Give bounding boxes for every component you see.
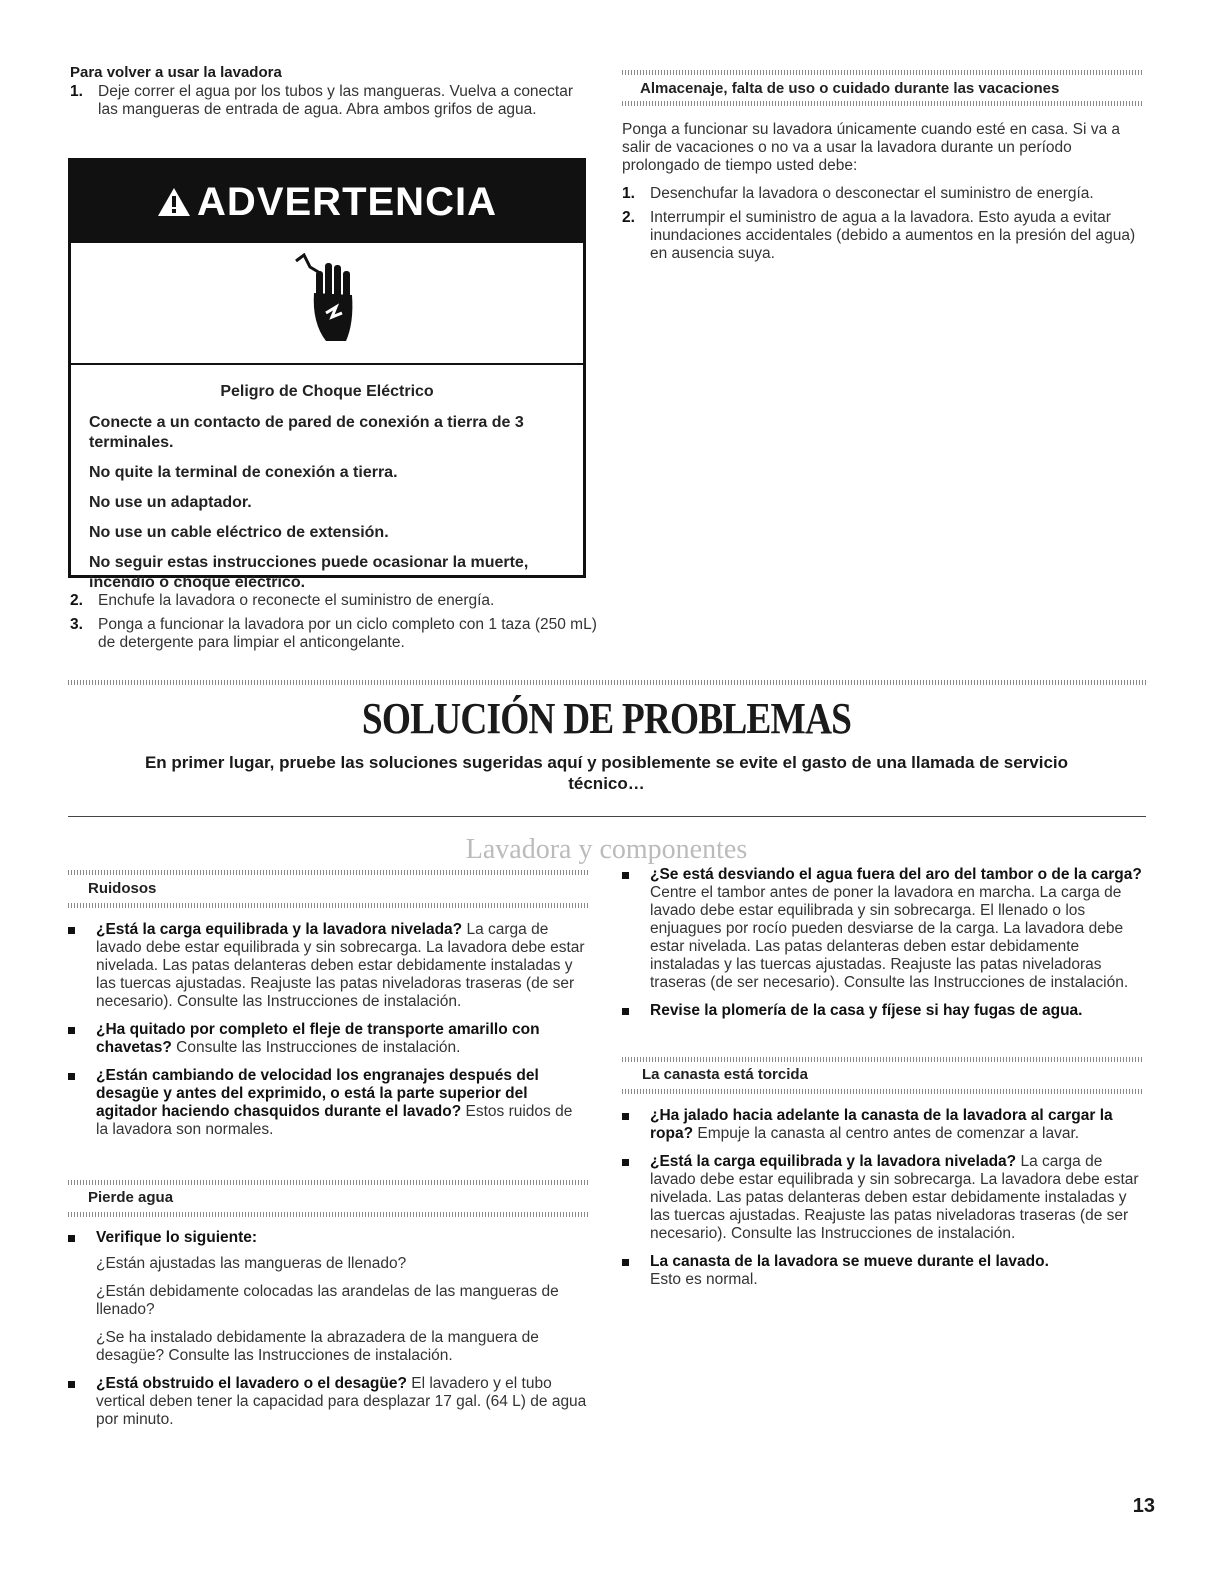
list-item: ¿Está obstruido el lavadero o el desagüe? El lavadero y el tubo vertical deben tener la capacidad para desplazar 17 gal. (64 L) de agua por minuto.	[68, 1375, 588, 1429]
divider	[68, 1180, 590, 1185]
bullet-icon	[622, 1159, 629, 1166]
noisy-section	[68, 921, 588, 1149]
divider	[68, 870, 590, 875]
check-item: ¿Están debidamente colocadas las arandelas de las mangueras de llenado?	[96, 1283, 559, 1318]
reuse-section	[70, 64, 580, 125]
leaking-section	[68, 1229, 588, 1439]
divider	[68, 680, 1146, 685]
storage-intro: Ponga a funcionar su lavadora únicamente cuando esté en casa. Si va a salir de vacaciones o no va a usar la lavadora durante un período prolongado de tiempo usted debe:	[622, 121, 1121, 174]
bullet-icon	[622, 1259, 629, 1266]
list-item: Verifique lo siguiente:	[68, 1229, 588, 1247]
list-item: La canasta de la lavadora se mueve durante el lavado. Esto es normal.	[622, 1253, 1144, 1289]
divider	[622, 1057, 1144, 1062]
bullet-icon	[622, 1008, 629, 1015]
list-item: ¿Ha quitado por completo el fleje de transporte amarillo con chavetas? Consulte las Instrucciones de instalación.	[68, 1021, 588, 1057]
list-item: ¿Está la carga equilibrada y la lavadora nivelada? La carga de lavado debe estar equilibrada y sin sobrecarga. La lavadora debe estar nivelada. Las patas delanteras deben estar debidamente instaladas y las tuercas ajustadas. Reajuste las patas niveladoras traseras (de ser necesario). Consulte las Instrucciones de instalación.	[622, 1153, 1144, 1243]
bullet-icon	[68, 1235, 75, 1242]
list-item: ¿Están cambiando de velocidad los engranajes después del desagüe y antes del exprimido, o está la parte superior del agitador haciendo chasquidos durante el lavado? Estos ruidos de la lavadora son normales.	[68, 1067, 588, 1139]
warning-banner-label: ADVERTENCIA	[197, 179, 497, 224]
tilted-heading: La canasta está torcida	[642, 1066, 808, 1083]
tilted-section	[622, 1107, 1144, 1299]
noisy-heading: Ruidosos	[88, 880, 157, 897]
warning-line: No seguir estas instrucciones puede ocasionar la muerte, incendio o choque eléctrico.	[89, 554, 529, 591]
divider	[622, 1089, 1144, 1094]
section-title: Lavadora y componentes	[465, 834, 748, 865]
warning-box	[68, 158, 586, 591]
bullet-icon	[68, 1027, 75, 1034]
divider	[68, 903, 590, 908]
intro-text: En primer lugar, pruebe las soluciones sugeridas aquí y posiblemente se evite el gasto de una llamada de servicio técnico…	[144, 753, 1069, 793]
warning-banner	[71, 161, 583, 243]
divider	[68, 816, 1146, 817]
list-item: 3. Ponga a funcionar la lavadora por un ciclo completo con 1 taza (250 mL) de detergente para limpiar el anticongelante.	[70, 616, 597, 651]
list-item: ¿Está la carga equilibrada y la lavadora nivelada? La carga de lavado debe estar equilibrada y sin sobrecarga. La lavadora debe estar nivelada. Las patas delanteras deben estar debidamente instaladas y las tuercas ajustadas. Reajuste las patas niveladoras traseras (de ser necesario). Consulte las Instrucciones de instalación.	[68, 921, 588, 1011]
check-item: ¿Se ha instalado debidamente la abrazadera de la manguera de desagüe? Consulte las Instrucciones de instalación.	[96, 1329, 539, 1364]
storage-section	[622, 121, 1147, 269]
check-item: ¿Están ajustadas las mangueras de llenado?	[96, 1255, 407, 1272]
page-title: SOLUCIÓN DE PROBLEMAS	[361, 694, 852, 743]
warning-title: Peligro de Choque Eléctrico	[220, 383, 434, 400]
electric-shock-hand-icon	[292, 253, 362, 353]
page-number: 13	[1132, 1495, 1155, 1517]
divider	[622, 101, 1144, 106]
list-item: ¿Se está desviando el agua fuera del aro del tambor o de la carga? Centre el tambor antes de poner la lavadora en marcha. La carga de lavado debe estar equilibrada y sin sobrecarga. El llenado o los enjuagues por rocío pueden desviarse de la carga. La lavadora debe estar nivelada. Las patas delanteras deben estar debidamente instaladas y las tuercas ajustadas. Reajuste las patas niveladoras traseras (de ser necesario). Consulte las Instrucciones de instalación.	[622, 866, 1144, 992]
leaking-heading: Pierde agua	[88, 1189, 174, 1206]
divider	[622, 70, 1144, 75]
list-item: 1. Desenchufar la lavadora o desconectar el suministro de energía.	[622, 185, 1094, 202]
reuse-heading: Para volver a usar la lavadora	[70, 64, 282, 81]
list-item: 2. Interrumpir el suministro de agua a la lavadora. Esto ayuda a evitar inundaciones accidentales (debido a aumentos en la presión del agua) en ausencia suya.	[622, 209, 1136, 262]
reuse-steps-1	[70, 83, 580, 119]
warning-line: No use un cable eléctrico de extensión.	[89, 524, 389, 541]
list-item: 2. Enchufe la lavadora o reconecte el suministro de energía.	[70, 592, 495, 609]
warning-line: Conecte a un contacto de pared de conexión a tierra de 3 terminales.	[89, 414, 524, 451]
warning-line: No quite la terminal de conexión a tierra.	[89, 464, 398, 481]
bullet-icon	[622, 872, 629, 879]
list-item: Revise la plomería de la casa y fíjese si hay fugas de agua.	[622, 1002, 1144, 1020]
warning-body	[71, 365, 583, 611]
warning-icon-area	[71, 243, 583, 365]
bullet-icon	[68, 1381, 75, 1388]
bullet-icon	[68, 927, 75, 934]
warning-triangle-icon	[157, 187, 191, 217]
warning-line: No use un adaptador.	[89, 494, 252, 511]
divider	[68, 1212, 590, 1217]
list-item: 1. Deje correr el agua por los tubos y las mangueras. Vuelva a conectar las mangueras de entrada de agua. Abra ambos grifos de agua.	[70, 83, 574, 118]
list-item: ¿Ha jalado hacia adelante la canasta de la lavadora al cargar la ropa? Empuje la canasta al centro antes de comenzar a lavar.	[622, 1107, 1144, 1143]
bullet-icon	[68, 1073, 75, 1080]
right-column	[622, 866, 1144, 1030]
storage-heading: Almacenaje, falta de uso o cuidado durante las vacaciones	[640, 80, 1060, 97]
reuse-steps-continued	[70, 592, 600, 658]
bullet-icon	[622, 1113, 629, 1120]
leaking-checks	[68, 1255, 588, 1365]
